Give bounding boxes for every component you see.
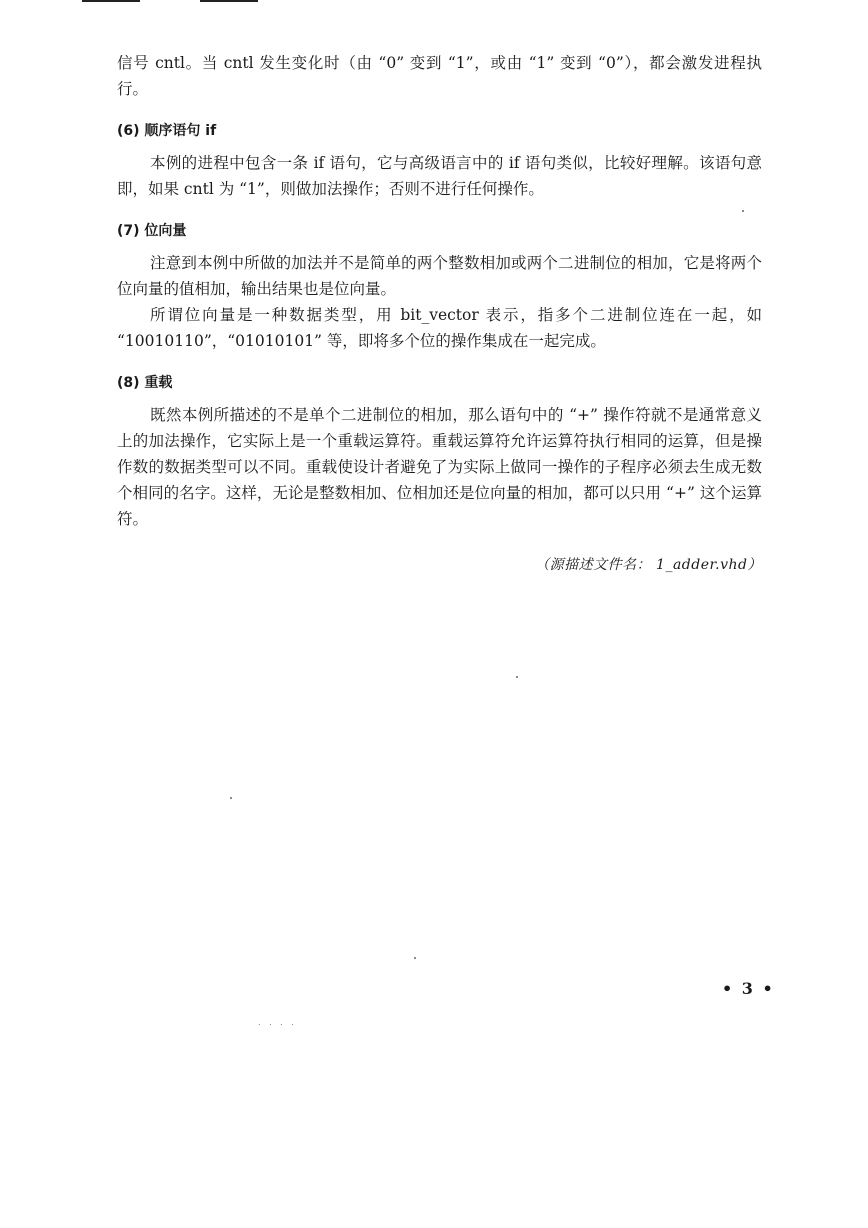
section-paragraph: 既然本例所描述的不是单个二进制位的相加，那么语句中的 “+” 操作符就不是通常意义上的加法操作，它实际上是一个重载运算符。重载运算符允许运算符执行相同的运算，但是操作数的数据类型可以不同。重载使设计者避免了为实际上做同一操作的子程序必须去生成无数个相同的名字。这样，无论是整数相加、位相加还是位向量的相加，都可以只用 “+” 这个运算符。 <box>117 406 762 528</box>
intro-paragraph: 信号 cntl。当 cntl 发生变化时（由 “0” 变到 “1”，或由 “1” 变到 “0”），都会激发进程执行。 <box>117 54 762 98</box>
section-heading-if-statement: (6) 顺序语句 if <box>117 123 217 139</box>
page-number: • 3 • <box>722 979 775 998</box>
stray-dots: . . . . <box>258 1018 297 1027</box>
section-paragraph: 注意到本例中所做的加法并不是简单的两个整数相加或两个二进制位的相加，它是将两个位向量的值相加，输出结果也是位向量。 <box>117 254 762 298</box>
section-heading-overload: (8) 重载 <box>117 375 173 391</box>
source-file-note: （源描述文件名： 1_adder.vhd） <box>535 557 762 573</box>
scan-speck <box>516 676 518 678</box>
scan-speck <box>414 957 416 959</box>
section-paragraph: 所谓位向量是一种数据类型，用 bit_vector 表示，指多个二进制位连在一起，如 “10010110”，“01010101” 等，即将多个位的操作集成在一起完成。 <box>117 306 762 350</box>
scan-speck <box>742 210 744 212</box>
section-paragraph: 本例的进程中包含一条 if 语句，它与高级语言中的 if 语句类似，比较好理解。该语句意即，如果 cntl 为 “1”，则做加法操作；否则不进行任何操作。 <box>117 154 762 198</box>
top-crop-mark-right <box>200 0 258 2</box>
section-heading-bit-vector: (7) 位向量 <box>117 223 187 239</box>
page-body <box>117 50 762 574</box>
scan-speck <box>230 797 232 799</box>
top-crop-mark-left <box>82 0 140 2</box>
